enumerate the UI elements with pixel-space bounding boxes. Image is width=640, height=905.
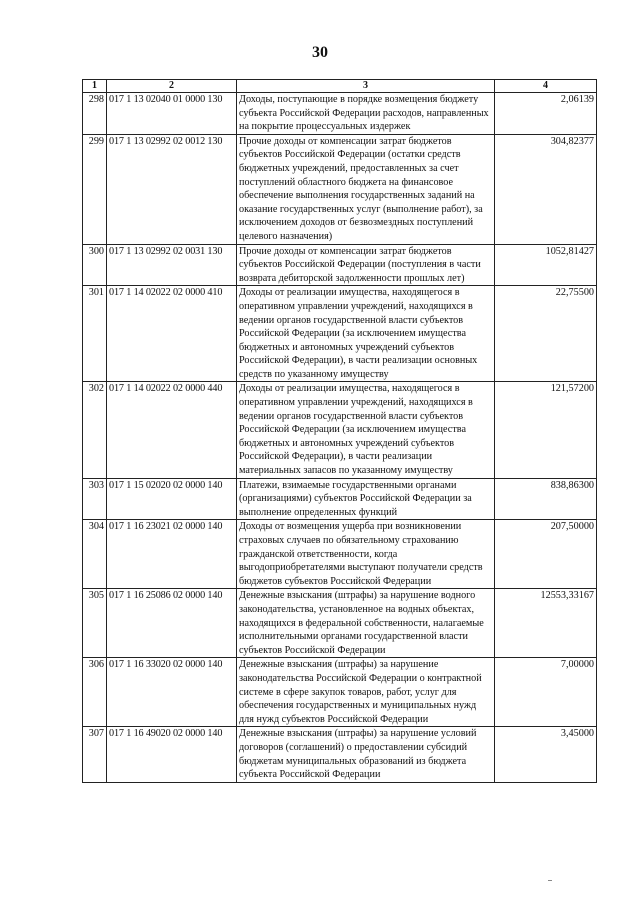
revenue-description: Доходы, поступающие в порядке возмещения бюджету субъекта Российской Федерации расходов, направленных на покрытие процессуальных издержек (237, 93, 495, 135)
page-number: 30 (312, 44, 328, 61)
header-col-2: 2 (107, 80, 237, 93)
amount: 2,06139 (495, 93, 597, 135)
header-col-4: 4 (495, 80, 597, 93)
amount: 207,50000 (495, 520, 597, 589)
table-row (83, 727, 597, 782)
table-row (83, 244, 597, 286)
table-row (83, 658, 597, 727)
revenue-description: Денежные взыскания (штрафы) за нарушение законодательства Российской Федерации о контрактной системе в сфере закупок товаров, работ, услуг для обеспечения государственных и муниципальных нужд для нужд субъектов Российской Федерации (237, 658, 495, 727)
row-number: 303 (83, 478, 107, 520)
amount: 304,82377 (495, 134, 597, 244)
budget-code: 017 1 13 02040 01 0000 130 (107, 93, 237, 135)
table-row (83, 520, 597, 589)
table-header-row (83, 80, 597, 93)
row-number: 298 (83, 93, 107, 135)
budget-code: 017 1 13 02992 02 0031 130 (107, 244, 237, 286)
amount: 1052,81427 (495, 244, 597, 286)
budget-code: 017 1 14 02022 02 0000 440 (107, 382, 237, 478)
budget-code: 017 1 16 23021 02 0000 140 (107, 520, 237, 589)
revenue-description: Денежные взыскания (штрафы) за нарушение водного законодательства, установленное на водных объектах, находящихся в федеральной собственности, налагаемые исполнительными органами государственной власти субъектов Российской Федерации (237, 589, 495, 658)
table-row (83, 134, 597, 244)
amount: 7,00000 (495, 658, 597, 727)
row-number: 301 (83, 286, 107, 382)
amount: 121,57200 (495, 382, 597, 478)
revenue-description: Прочие доходы от компенсации затрат бюджетов субъектов Российской Федерации (поступления в части возврата дебиторской задолженности прошлых лет) (237, 244, 495, 286)
revenue-description: Денежные взыскания (штрафы) за нарушение условий договоров (соглашений) о предоставлении субсидий бюджетам муниципальных образований из бюджета субъекта Российской Федерации (237, 727, 495, 782)
row-number: 302 (83, 382, 107, 478)
revenue-description: Платежи, взимаемые государственными органами (организациями) субъектов Российской Федерации за выполнение определенных функций (237, 478, 495, 520)
revenue-description: Доходы от реализации имущества, находящегося в оперативном управлении учреждений, находящихся в ведении органов государственной власти субъектов Российской Федерации (за исключением имущества бюджетных и автономных учреждений субъектов Российской Федерации), в части реализации основных средств по указанному имуществу (237, 286, 495, 382)
budget-code: 017 1 16 33020 02 0000 140 (107, 658, 237, 727)
table-row (83, 478, 597, 520)
row-number: 299 (83, 134, 107, 244)
header-col-1: 1 (83, 80, 107, 93)
table-row (83, 93, 597, 135)
budget-code: 017 1 16 25086 02 0000 140 (107, 589, 237, 658)
row-number: 305 (83, 589, 107, 658)
header-col-3: 3 (237, 80, 495, 93)
budget-code: 017 1 16 49020 02 0000 140 (107, 727, 237, 782)
table-row (83, 382, 597, 478)
row-number: 304 (83, 520, 107, 589)
amount: 3,45000 (495, 727, 597, 782)
row-number: 307 (83, 727, 107, 782)
revenue-description: Прочие доходы от компенсации затрат бюджетов субъектов Российской Федерации (остатки средств бюджетных учреждений, предоставленных за счет поступлений областного бюджета на финансовое обеспечение выполнения государственных заданий на оказание государственных услуг (выполнение работ), за исключением доходов от безвозмездных поступлений целевого назначения) (237, 134, 495, 244)
revenue-description: Доходы от возмещения ущерба при возникновении страховых случаев по обязательному страхованию гражданской ответственности, когда выгодоприобретателями выступают получатели средств бюджетов субъектов Российской Федерации (237, 520, 495, 589)
row-number: 306 (83, 658, 107, 727)
amount: 22,75500 (495, 286, 597, 382)
budget-code: 017 1 15 02020 02 0000 140 (107, 478, 237, 520)
table-row (83, 589, 597, 658)
revenue-description: Доходы от реализации имущества, находящегося в оперативном управлении учреждений, находящихся в ведении органов государственной власти субъектов Российской Федерации (за исключением имущества бюджетных и автономных учреждений субъектов Российской Федерации), в части реализации материальных запасов по указанному имуществу (237, 382, 495, 478)
budget-code: 017 1 13 02992 02 0012 130 (107, 134, 237, 244)
row-number: 300 (83, 244, 107, 286)
amount: 12553,33167 (495, 589, 597, 658)
scan-artifact (548, 880, 552, 881)
amount: 838,86300 (495, 478, 597, 520)
budget-code: 017 1 14 02022 02 0000 410 (107, 286, 237, 382)
budget-revenue-table (82, 79, 597, 783)
table-row (83, 286, 597, 382)
